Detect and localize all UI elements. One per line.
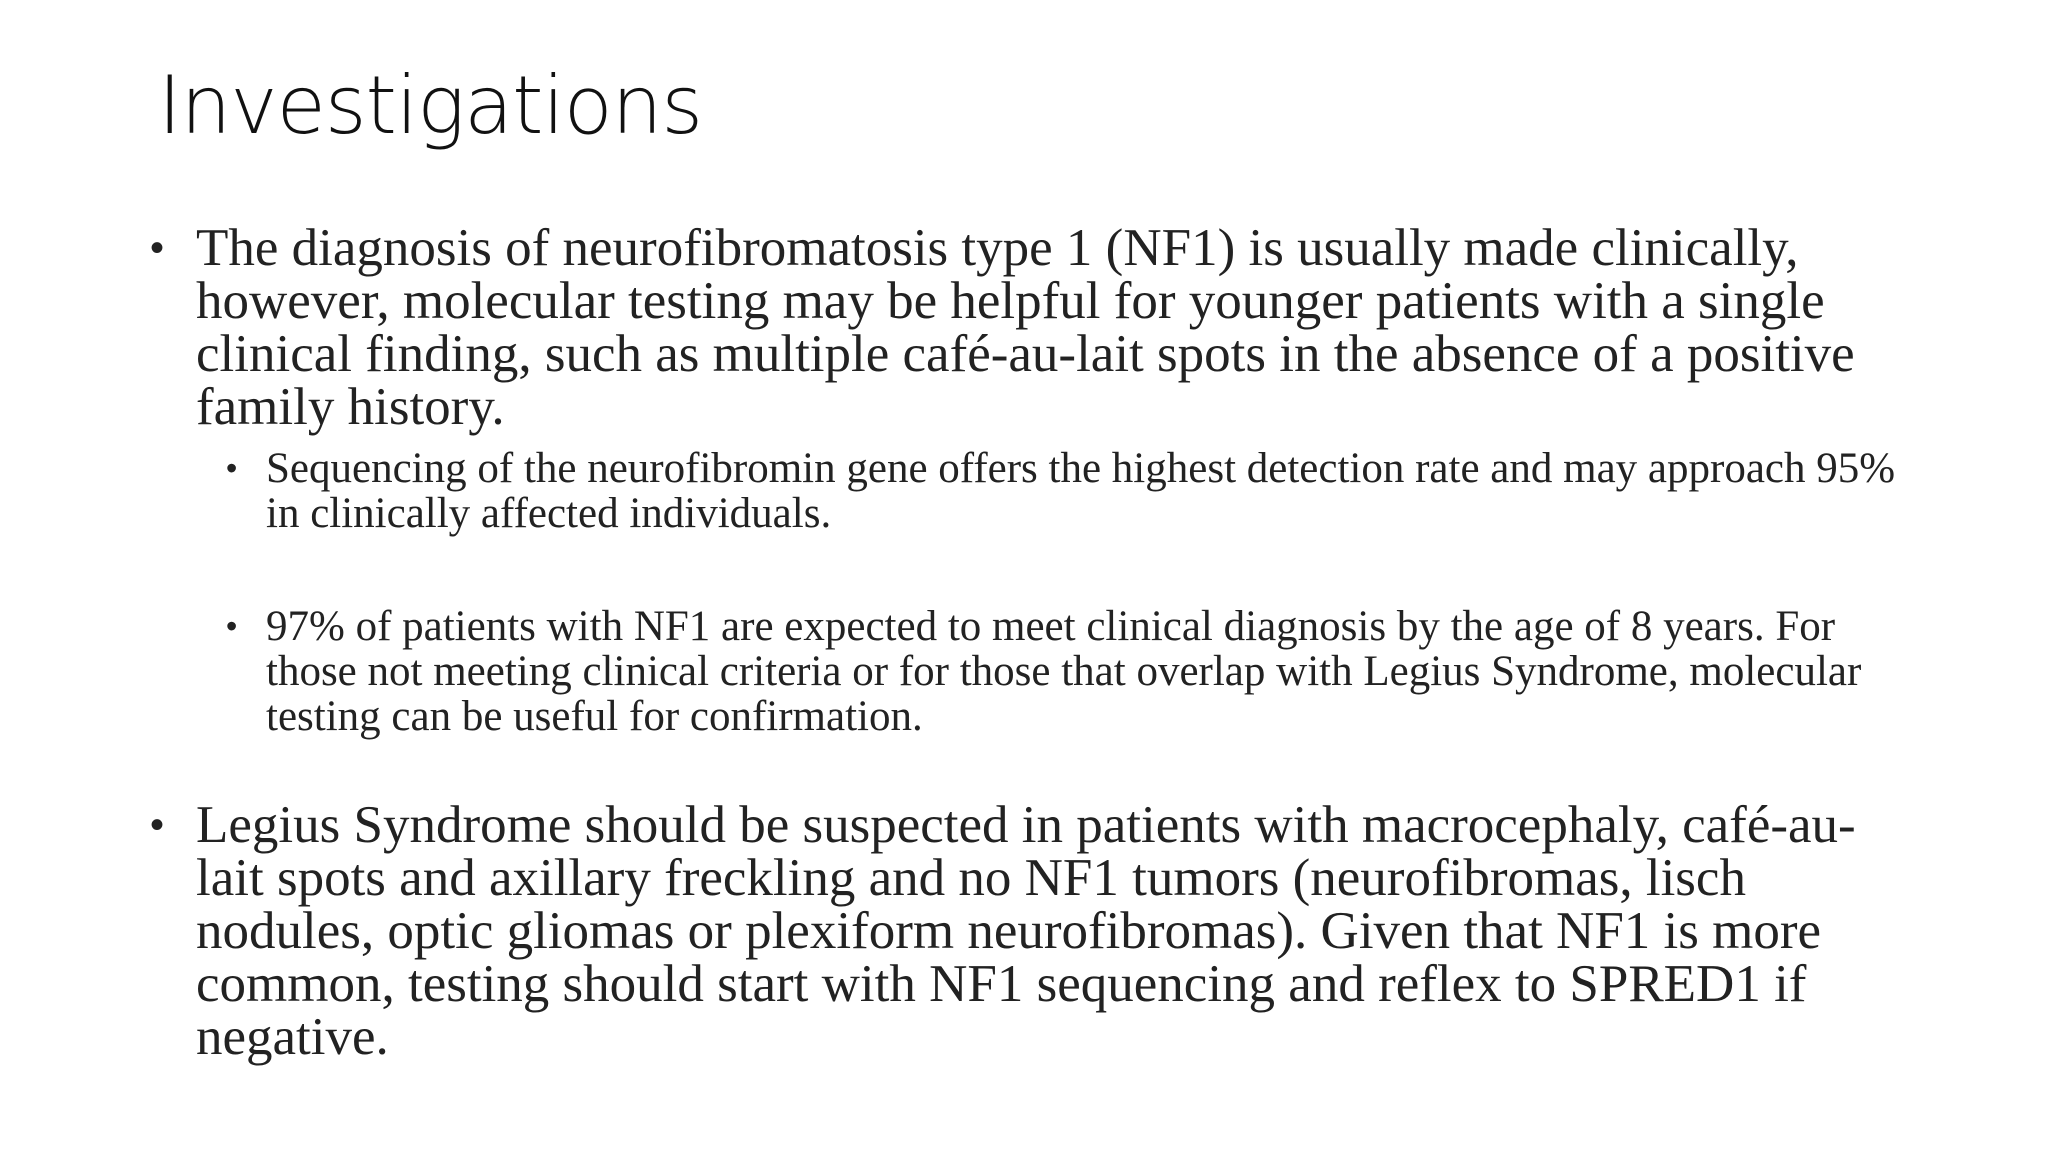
bullet-icon: • [150,226,165,270]
sub-bullet-text: Sequencing of the neurofibromin gene offers the highest detection rate and may approach 95% in clinically affected individuals. [266,445,1896,537]
sub-bullet-text: 97% of patients with NF1 are expected to meet clinical diagnosis by the age of 8 years. For those not meeting clinical criteria or for those that overlap with Legius Syndrome, molecular testing can be useful for confirmation. [266,603,1862,740]
bullet-item-legius-syndrome [150,796,1910,1066]
bullet-text: The diagnosis of neurofibromatosis type 1 (NF1) is usually made clinically, however, molecular testing may be helpful for younger patients with a single clinical finding, such as multiple café-au-lait spots in the absence of a positive family history. [196,219,1855,436]
sub-bullet-list [226,446,1910,739]
sub-bullet-item-sequencing [226,446,1910,536]
sub-bullet-icon: • [226,450,238,486]
bullet-list [150,219,1910,1066]
sub-bullet-icon: • [226,608,238,644]
slide-body [150,219,1910,1066]
sub-bullet-item-clinical-diagnosis [226,604,1910,739]
slide-title: Investigations [158,59,703,152]
bullet-icon: • [150,803,165,847]
bullet-text: Legius Syndrome should be suspected in patients with macrocephaly, café-au-lait spots and axillary freckling and no NF1 tumors (neurofibromas, lisch nodules, optic gliomas or plexiform neurofibromas). Given that NF1 is more common, testing should start with NF1 sequencing and reflex to SPRED1 if negative. [196,796,1856,1066]
bullet-item-nf1-diagnosis [150,219,1910,740]
